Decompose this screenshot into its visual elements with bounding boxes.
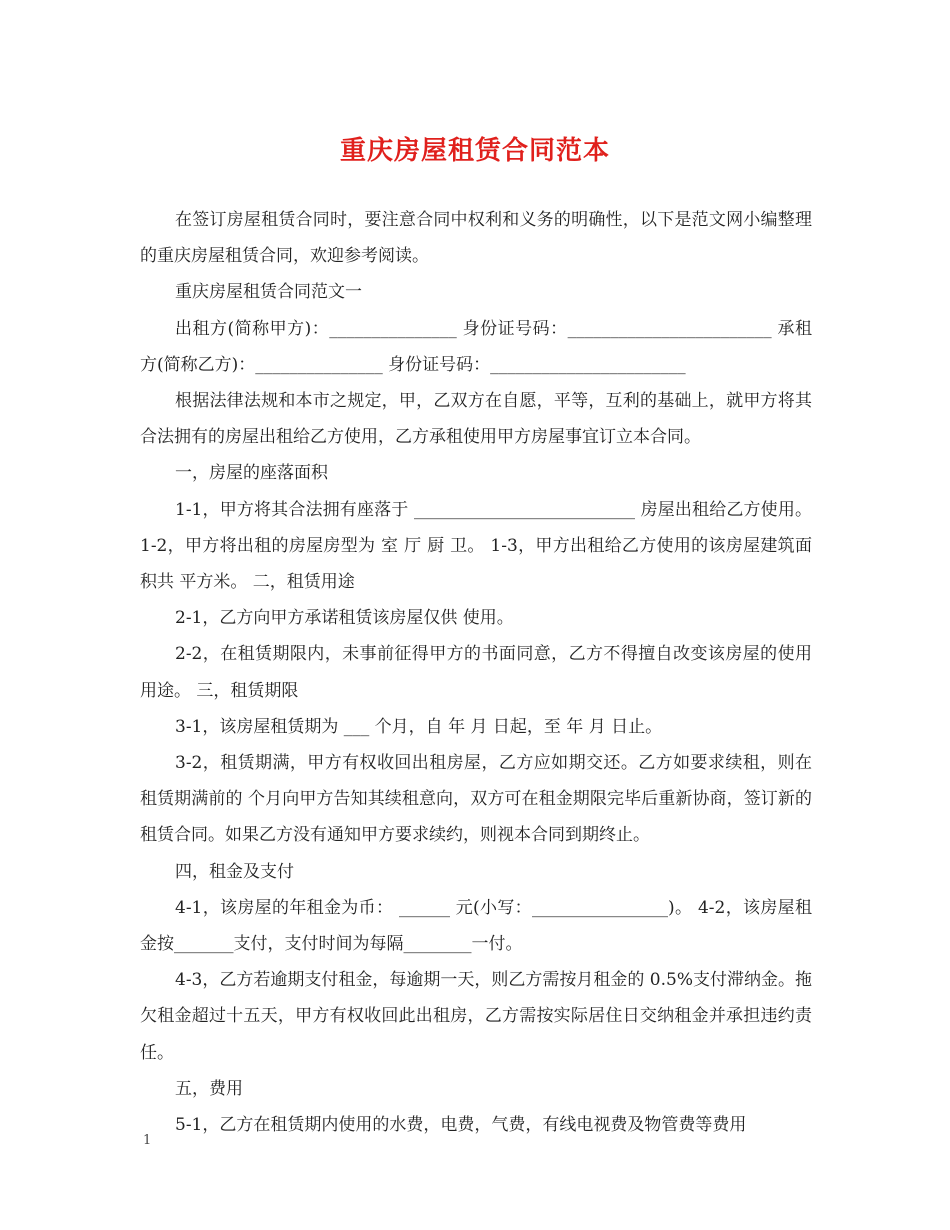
parties-paragraph: 出租方(简称甲方)：_______________ 身份证号码：________________________ 承租方(简称乙方)：_______________ 身份证号码：_______________________: [140, 318, 812, 375]
document-body: [140, 202, 812, 1143]
clause-paragraph: 2-1，乙方向甲方承诺租赁该房屋仅供 使用。: [175, 608, 514, 629]
clause-heading: 一，房屋的座落面积: [175, 463, 328, 484]
intro-paragraph: 在签订房屋租赁合同时，要注意合同中权利和义务的明确性，以下是范文网小编整理的重庆房屋租赁合同，欢迎参考阅读。: [140, 210, 812, 267]
clause-paragraph: 2-2，在租赁期限内，未事前征得甲方的书面同意，乙方不得擅自改变该房屋的使用用途。 三，租赁期限: [140, 644, 812, 701]
clause-heading: 五，费用: [175, 1078, 243, 1099]
clause-paragraph: 3-2，租赁期满，甲方有权收回出租房屋，乙方应如期交还。乙方如要求续租，则在租赁期满前的 个月向甲方告知其续租意向，双方可在租金期限完毕后重新协商，签订新的租赁合同。如果乙方没有通知甲方要求续约，则视本合同到期终止。: [140, 753, 812, 846]
page-number: 1: [143, 1133, 152, 1148]
clause-heading: 四，租金及支付: [175, 861, 294, 882]
section-heading: 重庆房屋租赁合同范文一: [175, 282, 362, 303]
clause-paragraph: 3-1，该房屋租赁期为 ___ 个月，自 年 月 日起，至 年 月 日止。: [175, 716, 663, 737]
clause-paragraph: 5-1，乙方在租赁期内使用的水费，电费，气费，有线电视费及物管费等费用: [175, 1115, 747, 1136]
document-title: 重庆房屋租赁合同范本: [339, 136, 610, 166]
clause-paragraph: 1-1，甲方将其合法拥有座落于 __________________________ 房屋出租给乙方使用。 1-2，甲方将出租的房屋房型为 室 厅 厨 卫。 1-3，甲方出租给乙方使用的该房屋建筑面积共 平方米。 二，租赁用途: [140, 499, 812, 593]
basis-paragraph: 根据法律法规和本市之规定，甲，乙双方在自愿，平等，互利的基础上，就甲方将其合法拥有的房屋出租给乙方使用，乙方承租使用甲方房屋事宜订立本合同。: [140, 391, 812, 448]
clause-paragraph: 4-1，该房屋的年租金为币： ______ 元(小写：________________)。 4-2，该房屋租金按_______支付，支付时间为每隔________一付。: [140, 897, 812, 955]
clause-paragraph: 4-3，乙方若逾期支付租金，每逾期一天，则乙方需按月租金的 0.5%支付滞纳金。拖欠租金超过十五天，甲方有权收回此出租房，乙方需按实际居住日交纳租金并承担违约责任。: [140, 970, 812, 1063]
